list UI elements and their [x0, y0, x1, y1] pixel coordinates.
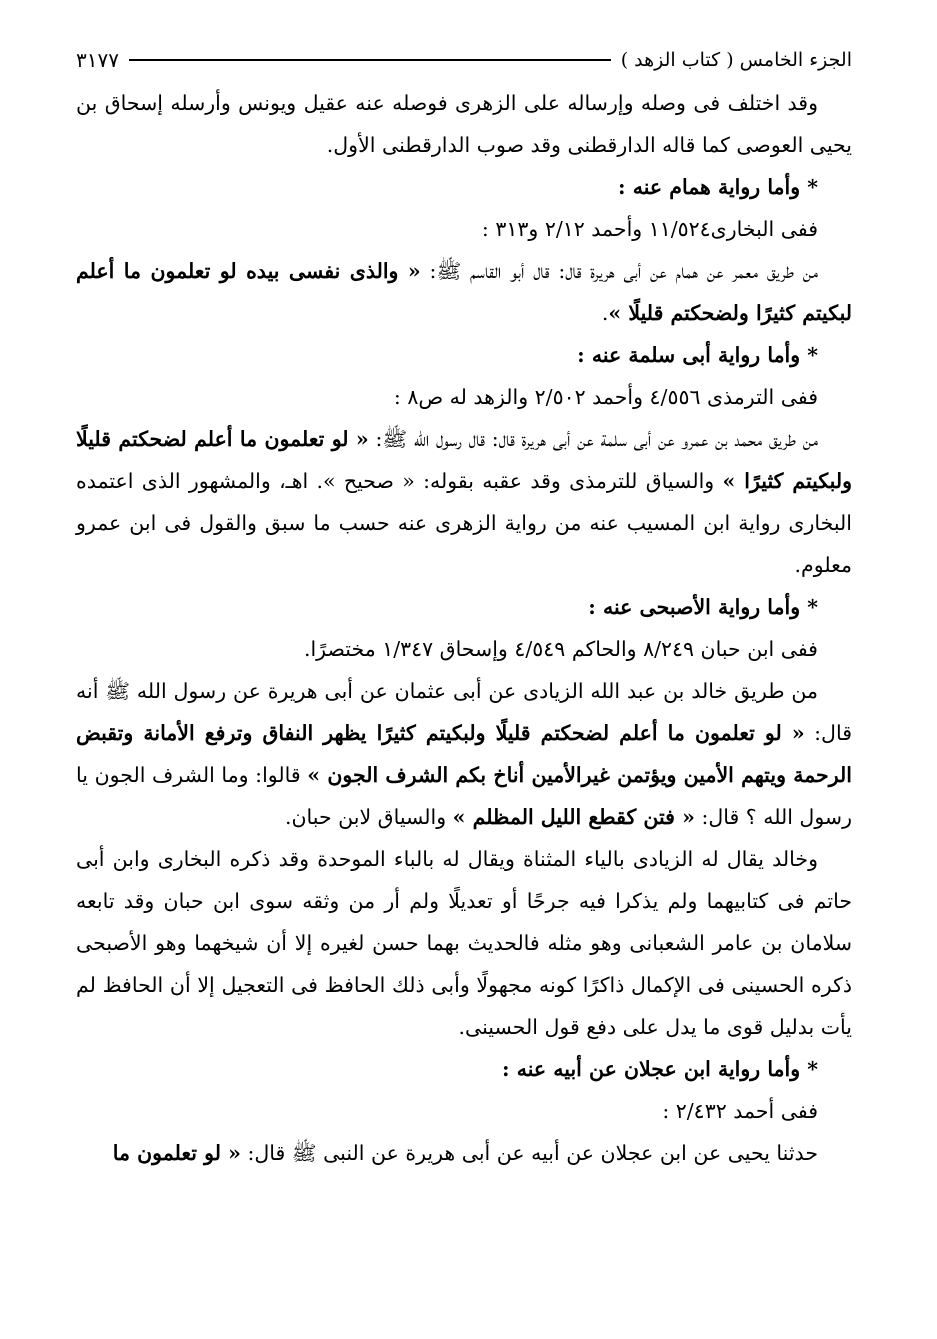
chain-text: من طريق معمر عن همام عن أبى هريرة قال: قال أبو القاسم ﷺ: [420, 259, 819, 283]
source-reference-abu-salama: ففى الترمذى ٤/٥٥٦ وأحمد ٢/٥٠٢ والزهد له ص٨ : [393, 385, 818, 409]
chain-text: من طريق محمد بن عمرو عن أبى سلمة عن أبى هريرة قال: قال رسول الله ﷺ: [368, 427, 818, 451]
hadith-quote: « والذى نفسى بيده لو تعلمون ما أعلم لبكيتم كثيرًا ولضحكتم قليلًا » [76, 259, 852, 325]
source-reference-hammam: ففى البخارى١١/٥٢٤ وأحمد ٢/١٢ و٣١٣ : [481, 217, 818, 241]
section-heading-hammam: * وأما رواية همام عنه : [618, 175, 818, 199]
section-heading-ibn-ajlan: * وأما رواية ابن عجلان عن أبيه عنه : [502, 1057, 818, 1081]
book-page [76, 40, 852, 1174]
section-heading-asbahi: * وأما رواية الأصبحى عنه : [588, 595, 818, 619]
paragraph-khalid-assessment: وخالد يقال له الزيادى بالياء المثناة ويقال له بالباء الموحدة وقد ذكره البخارى وابن أبى حاتم فى كتابيهما ولم يذكرا فيه جرحًا أو تعديلًا ولم أر من وثقه سوى ابن حبان وقد تابعه سلامان بن عامر الشعبانى وهو مثله فالحديث بهما حسن لغيره إلا أن شيخهما وهو الأصبحى ذكره الحسينى فى الإكمال ذاكرًا كونه مجهولًا وأبى ذلك الحافظ فى التعجيل إلا أن الحافظ لم يأت بدليل قوى ما يدل على دفع قول الحسينى. [76, 847, 852, 1039]
chain-commentary: والسياق للترمذى وقد عقبه بقوله: « صحيح ». اهـ، والمشهور الذى اعتمده البخارى رواية ابن المسيب عنه من رواية الزهرى عنه حسب ما سبق والقول فى ابن عمرو معلوم. [76, 469, 852, 577]
paragraph-hammam-chain [76, 250, 852, 334]
chain-text-end: . [601, 301, 609, 325]
source-reference-ibn-ajlan: ففى أحمد ٢/٤٣٢ : [662, 1099, 818, 1123]
source-reference-asbahi: ففى ابن حبان ٨/٢٤٩ والحاكم ٤/٥٤٩ وإسحاق ١/٣٤٧ مختصرًا. [303, 637, 818, 661]
chain-text: من طريق خالد بن عبد الله الزيادى عن أبى عثمان عن أبى هريرة عن رسول الله ﷺ أنه قال: [76, 679, 852, 745]
header-rule [129, 59, 611, 61]
paragraph-ibn-ajlan-chain [76, 1132, 852, 1174]
page-body [76, 82, 852, 1174]
chain-text: حدثنا يحيى عن ابن عجلان عن أبيه عن أبى هريرة عن النبى ﷺ قال: [240, 1141, 818, 1165]
running-head [76, 40, 852, 80]
paragraph-asbahi-chain [76, 670, 852, 838]
paragraph-abu-salama-chain [76, 418, 852, 586]
page-number: ٣١٧٧ [76, 48, 119, 72]
hadith-quote-answer: « فتن كقطع الليل المظلم » [452, 805, 695, 829]
hadith-quote: « لو تعلمون ما أعلم لضحكتم قليلًا ولبكيتم كثيرًا » [76, 427, 852, 493]
running-head-title: الجزء الخامس ( كتاب الزهد ) [620, 49, 852, 71]
chain-text-end: والسياق لابن حبان. [284, 805, 453, 829]
hadith-quote: « لو تعلمون ما [112, 1141, 241, 1165]
paragraph-variation-note: وقد اختلف فى وصله وإرساله على الزهرى فوصله عنه عقيل ويونس وأرسله إسحاق بن يحيى العوصى كما قاله الدارقطنى وقد صوب الدارقطنى الأول. [76, 91, 852, 157]
hadith-quote: « لو تعلمون ما أعلم لضحكتم قليلًا ولبكيتم كثيرًا يظهر النفاق وترفع الأمانة وتقبض الرحمة ويتهم الأمين ويؤتمن غيرالأمين أناخ بكم الشرف الجون » [76, 721, 852, 787]
chain-text-middle: قالوا: وما الشرف الجون يا رسول الله ؟ قال: [76, 763, 852, 829]
section-heading-abu-salama: * وأما رواية أبى سلمة عنه : [577, 343, 818, 367]
